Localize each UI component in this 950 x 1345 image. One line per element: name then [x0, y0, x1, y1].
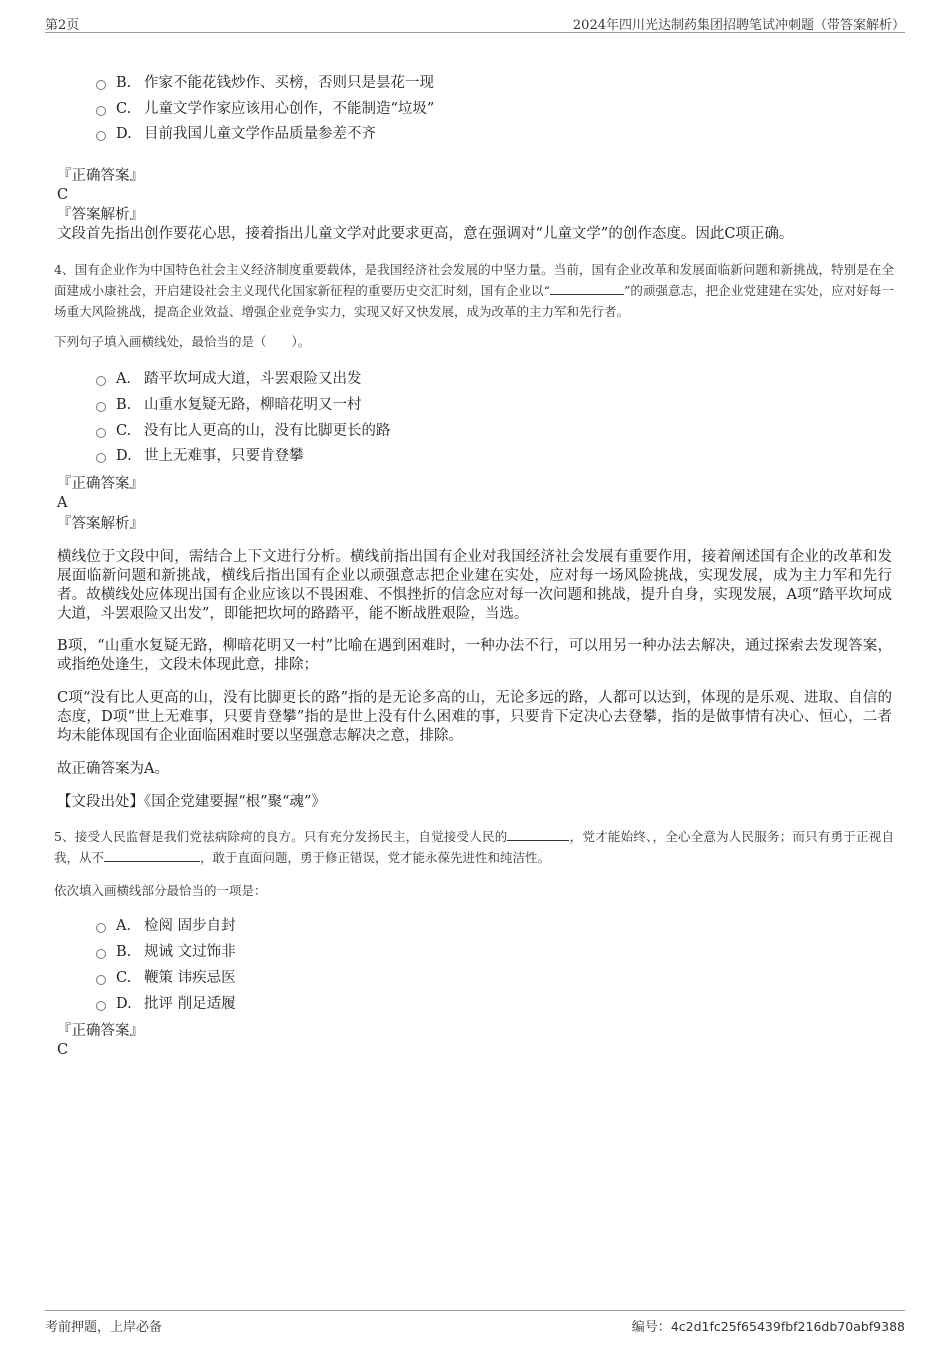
radio-icon[interactable]: [96, 1001, 106, 1011]
q4-option-a[interactable]: A． 踏平坎坷成大道，斗罢艰险又出发: [96, 369, 362, 389]
q4-conclusion: 故正确答案为A。: [57, 761, 169, 777]
q3-option-c[interactable]: C. 儿童文学作家应该用心创作，不能制造“垃圾”: [96, 99, 434, 119]
q5-option-a[interactable]: A． 检阅 固步自封: [96, 916, 236, 936]
document-code: 编号：4c2d1fc25f65439fbf216db70abf9388: [631, 1319, 905, 1335]
q5-stem: 5、接受人民监督是我们党祛病除疴的良方。只有充分发扬民主，自觉接受人民的 ，党才能始终、，全心全意为人民服务；而只有勇于正视自我，从不 ，敢于直面问题，勇于修正错误，党才能永葆先进性和纯洁性。: [54, 829, 894, 865]
q5-blank-2: [104, 849, 200, 862]
q4-analysis-p2: B项，“山重水复疑无路，柳暗花明又一村”比喻在遇到困难时，一种办法不行，可以用另一种办法去解决，通过探索去发现答案，或指绝处逢生，文段未体现此意，排除；: [57, 638, 892, 673]
radio-icon[interactable]: [96, 106, 106, 116]
q5-option-d[interactable]: D. 批评 削足适履: [96, 994, 236, 1014]
q3-option-d[interactable]: D. 目前我国儿童文学作品质量参差不齐: [96, 124, 376, 144]
q5-answer-label: 『正确答案』: [57, 1023, 144, 1039]
radio-icon[interactable]: [96, 80, 106, 90]
page-footer: [45, 1310, 905, 1335]
q4-stem: 4、国有企业作为中国特色社会主义经济制度重要载体，是我国经济社会发展的中坚力量。当前，国有企业改革和发展面临新问题和新挑战，特别是在全面建成小康社会，开启建设社会主义现代化国家新征程的重要历史交汇时刻，国有企业以“ ”的顽强意志，把企业党建建在实处，应对好每一场重大风险挑战，提高企业效益、增强企业竞争实力，实现又好又快发展，成为改革的主力军和先行者。: [54, 262, 894, 319]
q4-analysis-p1: 横线位于文段中间，需结合上下文进行分析。横线前指出国有企业对我国经济社会发展有重要作用，接着阐述国有企业的改革和发展面临新问题和新挑战，横线后指出国有企业以顽强意志把企业建在实处，应对每一场风险挑战，实现发展，成为主力军和先行者。故横线处应体现出国有企业应该以不畏困难、不惧挫折的信念应对每一次问题和挑战，提升自身，实现发展，A项“踏平坎坷成大道，斗罢艰险又出发”，即能把坎坷的路踏平，能不断战胜艰险，当选。: [57, 549, 892, 622]
q4-analysis-p3: C项“没有比人更高的山，没有比脚更长的路”指的是无论多高的山，无论多远的路，人都可以达到，体现的是乐观、进取、自信的态度，D项“世上无难事，只要肯登攀”指的是世上没有什么困难的事，只要肯下定决心去登攀，指的是做事情有决心、恒心，二者均未能体现国有企业面临困难时要以坚强意志解决之意，排除。: [57, 690, 892, 744]
radio-icon[interactable]: [96, 131, 106, 141]
q4-answer-label: 『正确答案』: [57, 476, 144, 492]
q4-answer: A: [57, 495, 68, 511]
page-header: [45, 12, 905, 33]
q3-answer-label: 『正确答案』: [57, 168, 144, 184]
q4-source: 【文段出处】《国企党建要握“根”聚“魂”》: [57, 794, 326, 810]
radio-icon[interactable]: [96, 949, 106, 959]
page-number: 第2页: [45, 18, 80, 33]
q4-option-b[interactable]: B. 山重水复疑无路，柳暗花明又一村: [96, 395, 362, 415]
q3-analysis: 文段首先指出创作要花心思，接着指出儿童文学对此要求更高，意在强调对“儿童文学”的创作态度。因此C项正确。: [57, 226, 794, 242]
radio-icon[interactable]: [96, 975, 106, 985]
q4-option-d[interactable]: D. 世上无难事，只要肯登攀: [96, 446, 304, 466]
q5-option-b[interactable]: B. 规诫 文过饰非: [96, 942, 236, 962]
q5-blank-1: [507, 828, 569, 841]
radio-icon[interactable]: [96, 376, 106, 386]
radio-icon[interactable]: [96, 428, 106, 438]
q3-option-b[interactable]: B. 作家不能花钱炒作、买榜，否则只是昙花一现: [96, 73, 434, 93]
q5-option-c[interactable]: C. 鞭策 讳疾忌医: [96, 968, 236, 988]
q3-answer: C: [57, 187, 69, 203]
radio-icon[interactable]: [96, 453, 106, 463]
q5-answer: C: [57, 1042, 69, 1058]
q4-blank: [550, 282, 624, 295]
q4-analysis-label: 『答案解析』: [57, 516, 144, 532]
document-title: 2024年四川光达制药集团招聘笔试冲刺题（带答案解析）: [572, 18, 905, 33]
q3-analysis-label: 『答案解析』: [57, 207, 144, 223]
radio-icon[interactable]: [96, 923, 106, 933]
q4-prompt: 下列句子填入画横线处，最恰当的是（ ）。: [54, 334, 311, 349]
q5-prompt: 依次填入画横线部分最恰当的一项是：: [54, 883, 267, 898]
radio-icon[interactable]: [96, 402, 106, 412]
q4-option-c[interactable]: C. 没有比人更高的山，没有比脚更长的路: [96, 421, 391, 441]
footer-slogan: 考前押题，上岸必备: [45, 1320, 163, 1335]
